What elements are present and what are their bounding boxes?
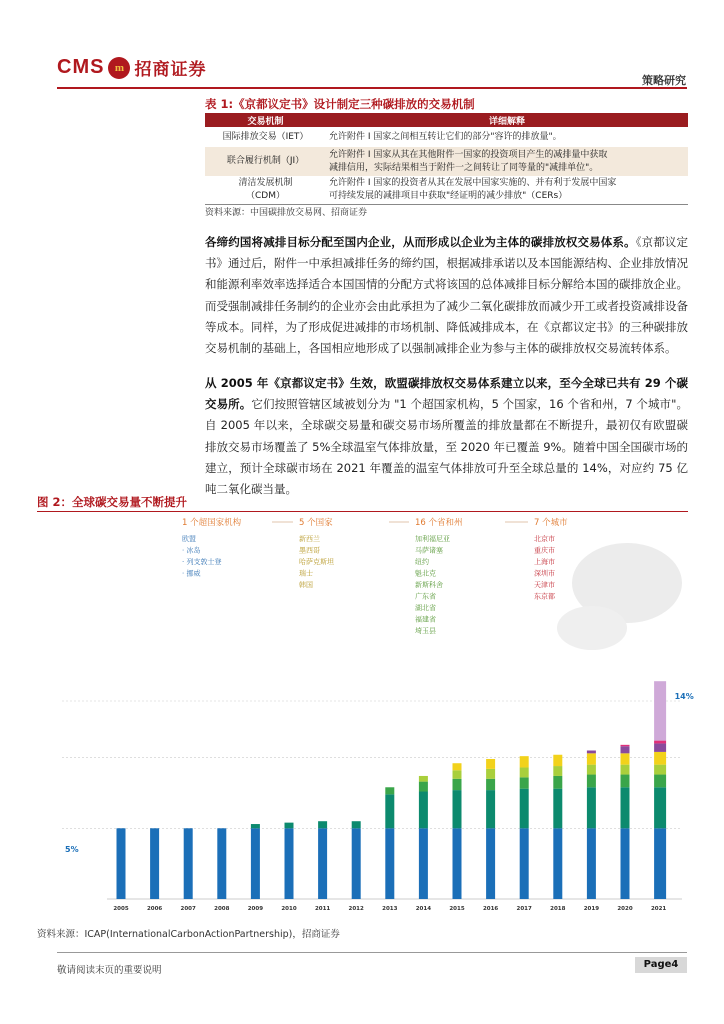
company-logo bbox=[57, 55, 206, 80]
x-tick-label: 2006 bbox=[146, 906, 163, 912]
table-source: 资料来源：中国碳排放交易网、招商证券 bbox=[205, 208, 368, 218]
bar-segment bbox=[553, 755, 562, 766]
bar-segment bbox=[318, 828, 327, 899]
bar-segment bbox=[453, 770, 462, 778]
bar-segment bbox=[553, 776, 562, 789]
bar-segment bbox=[184, 828, 193, 899]
jurisdiction-item: 福建省 bbox=[415, 615, 436, 624]
table-cell-detail-line: 允许附件 I 国家的投资者从其在发展中国家实施的、并有利于发展中国家 bbox=[329, 178, 617, 188]
bar-segment bbox=[654, 743, 666, 751]
jurisdiction-item: 哈萨克斯坦 bbox=[299, 558, 334, 566]
x-tick-label: 2009 bbox=[247, 906, 264, 912]
table-cell-detail-line: 可持续发展的减排项目中获取"经证明的减少排放"（CERs） bbox=[329, 191, 568, 201]
bar-segment bbox=[285, 823, 294, 829]
bar-segment bbox=[453, 790, 462, 828]
logo-cn-text: 招商证券 bbox=[134, 60, 207, 80]
x-tick-label: 2008 bbox=[214, 906, 230, 912]
jurisdiction-item: 韩国 bbox=[299, 581, 313, 589]
jurisdiction-item: 埼玉县 bbox=[415, 627, 436, 635]
x-tick-label: 2019 bbox=[583, 906, 600, 912]
paragraph-lead: 各缔约国将减排目标分配至国内企业，从而形成以企业为主体的碳排放权交易体系。 bbox=[205, 235, 636, 249]
paragraph-body: 《京都议定书》通过后，附件一中承担减排任务的缔约国，根据减排承诺以及本国能源结构、企业排放情况和能源利率效率选择适合本国国情的分配方式将该国的总体减排目标分解给本国的碳排放企业。而受强制减排任务制约的企业亦会由此承担为了减少二氧化碳排放而减少开工或者投资减排设备等成本。同样，为了形成促进减排的市场机制、降低减排成本，在《京都议定书》的三种碳排放交易机制的基础上，各国相应地形成了以强制减排企业为参与主体的碳排放权交易流转体系。 bbox=[205, 235, 688, 356]
bar-segment bbox=[553, 766, 562, 776]
bar-segment bbox=[486, 828, 495, 899]
x-tick-label: 2020 bbox=[617, 906, 633, 912]
bar-segment bbox=[419, 828, 428, 899]
table-cell-detail bbox=[326, 147, 688, 176]
page-number: Page4 bbox=[635, 957, 687, 973]
bar-segment bbox=[486, 790, 495, 828]
table-header-mechanism: 交易机制 bbox=[205, 113, 326, 127]
jurisdiction-item: 魁北克 bbox=[415, 569, 436, 578]
bar-segment bbox=[486, 769, 495, 779]
bar-segment bbox=[621, 765, 630, 775]
jurisdiction-header: 16 个省和州 bbox=[415, 518, 463, 528]
bar-segment bbox=[587, 787, 596, 828]
table-cell-mechanism-line: 清洁发展机制 bbox=[238, 178, 293, 188]
figure-divider bbox=[37, 511, 688, 512]
bar-segment bbox=[419, 782, 428, 792]
paragraph-body: 它们按照管辖区域被划分为 "1 个超国家机构，5 个国家，16 个省和州，7 个城市"。自 2005 年以来，全球碳交易量和碳交易市场所覆盖的排放量都在不断提升，最初仅有欧盟碳排放交易市场覆盖了 5%全球温室气体排放量，至 2020 年已覆盖 9%。随着中国全国碳市场的建立，预计全球碳市场在 2021 年覆盖的温室气体排放可升至全球总量的 14%，对应约 75 亿吨二氧化碳当量。 bbox=[205, 397, 689, 497]
table-cell-detail-line: 允许附件 I 国家从其在其他附件一国家的投资项目产生的减排量中获取 bbox=[329, 149, 608, 160]
jurisdiction-header: 1 个超国家机构 bbox=[182, 518, 242, 528]
bar-segment bbox=[453, 779, 462, 790]
jurisdiction-item: 瑞士 bbox=[299, 569, 313, 578]
table-header-detail: 详细解释 bbox=[326, 113, 688, 127]
x-tick-label: 2017 bbox=[516, 906, 532, 912]
bar-segment bbox=[486, 779, 495, 790]
bar-segment bbox=[654, 752, 666, 765]
x-tick-label: 2018 bbox=[550, 906, 566, 912]
header-divider bbox=[57, 87, 687, 89]
x-tick-label: 2010 bbox=[281, 906, 297, 912]
bar-segment bbox=[654, 787, 666, 828]
bar-segment bbox=[385, 794, 394, 828]
bar-segment bbox=[587, 765, 596, 775]
jurisdiction-item: 天津市 bbox=[534, 581, 555, 589]
paragraph-lead: 从 2005 年《京都议定书》生效，欧盟碳排放权交易体系建立以来，至今全球已共有 29 个碳交易所。 bbox=[205, 376, 688, 412]
footer-disclaimer: 敬请阅读末页的重要说明 bbox=[57, 965, 162, 976]
bar-segment bbox=[520, 789, 529, 829]
jurisdiction-item: 加利福尼亚 bbox=[415, 535, 450, 543]
carbon-market-chart bbox=[37, 513, 694, 917]
bar-segment bbox=[621, 753, 630, 764]
start-percent-label: 5% bbox=[65, 845, 79, 854]
figure-title: 图 2：全球碳交易量不断提升 bbox=[37, 495, 188, 509]
jurisdiction-item: · 冰岛 bbox=[182, 546, 201, 555]
x-tick-label: 2011 bbox=[314, 906, 331, 912]
table-cell-mechanism bbox=[205, 176, 326, 205]
x-tick-label: 2013 bbox=[382, 906, 398, 912]
bar-segment bbox=[251, 828, 260, 899]
bar-segment bbox=[587, 775, 596, 788]
bar-segment bbox=[453, 763, 462, 770]
bar-segment bbox=[654, 681, 666, 740]
table-cell-mechanism: 国际排放交易（IET） bbox=[222, 131, 309, 142]
bar-segment bbox=[419, 792, 428, 829]
bar-segment bbox=[621, 775, 630, 788]
bar-segment bbox=[520, 828, 529, 899]
bar-segment bbox=[318, 821, 327, 828]
bar-segment bbox=[587, 753, 596, 764]
bar-segment bbox=[654, 828, 666, 899]
jurisdiction-item: 纽约 bbox=[415, 558, 429, 566]
x-tick-label: 2021 bbox=[650, 906, 667, 912]
logo-mark-icon: m bbox=[108, 57, 130, 79]
jurisdiction-item: 新斯科舍 bbox=[415, 581, 443, 589]
table-title: 表 1:《京都议定书》设计制定三种碳排放的交易机制 bbox=[205, 97, 475, 111]
bar-segment bbox=[352, 828, 361, 899]
bar-segment bbox=[419, 776, 428, 782]
table-cell-mechanism: 联合履行机制（JI） bbox=[205, 147, 326, 176]
bar-segment bbox=[553, 789, 562, 829]
x-tick-label: 2007 bbox=[180, 906, 196, 912]
jurisdiction-item: 湖北省 bbox=[415, 604, 436, 612]
jurisdiction-item: 欧盟 bbox=[182, 535, 196, 543]
bar-segment bbox=[520, 756, 529, 767]
mechanism-table bbox=[205, 113, 688, 205]
x-tick-label: 2005 bbox=[113, 906, 129, 912]
bar-segment bbox=[654, 765, 666, 775]
section-label: 策略研究 bbox=[642, 74, 686, 87]
page-header bbox=[0, 0, 724, 90]
jurisdiction-item: 上海市 bbox=[534, 558, 555, 566]
jurisdiction-item: 重庆市 bbox=[534, 546, 555, 555]
jurisdiction-item: 东京都 bbox=[534, 592, 555, 601]
table-cell-detail: 允许附件 I 国家之间相互转让它们的部分"容许的排放量"。 bbox=[329, 131, 562, 142]
jurisdiction-header: 5 个国家 bbox=[299, 518, 333, 528]
paragraph-exchanges bbox=[205, 373, 688, 500]
bar-segment bbox=[654, 741, 666, 744]
jurisdiction-item: 北京市 bbox=[534, 535, 555, 543]
jurisdiction-header: 7 个城市 bbox=[534, 518, 568, 528]
figure-source: 资料来源：ICAP(InternationalCarbonActionPartnership)，招商证券 bbox=[37, 929, 340, 940]
jurisdiction-item: 墨西哥 bbox=[299, 546, 320, 555]
bar-segment bbox=[251, 824, 260, 828]
x-tick-label: 2015 bbox=[449, 906, 465, 912]
x-tick-label: 2012 bbox=[348, 906, 364, 912]
bar-segment bbox=[486, 759, 495, 769]
bar-segment bbox=[385, 787, 394, 794]
jurisdiction-item: 新西兰 bbox=[299, 535, 320, 543]
table-row bbox=[205, 176, 688, 205]
table-cell-detail bbox=[326, 176, 688, 205]
table-row bbox=[205, 127, 688, 147]
jurisdiction-item: · 列支敦士登 bbox=[182, 558, 222, 566]
bar-segment bbox=[621, 828, 630, 899]
bar-segment bbox=[621, 787, 630, 828]
bar-segment bbox=[553, 828, 562, 899]
table-row bbox=[205, 147, 688, 176]
bar-segment bbox=[285, 828, 294, 899]
bar-segment bbox=[352, 821, 361, 828]
bar-segment bbox=[621, 746, 630, 753]
table-cell-detail-line: 减排信用，实际结果相当于附件一之间转让了同等量的"减排单位"。 bbox=[329, 162, 599, 173]
bar-segment bbox=[587, 751, 596, 754]
x-tick-label: 2014 bbox=[415, 906, 432, 912]
table-cell-mechanism-line: （CDM） bbox=[246, 191, 285, 201]
jurisdiction-item: 马萨诸塞 bbox=[415, 546, 443, 555]
bar-segment bbox=[520, 767, 529, 777]
bar-segment bbox=[217, 828, 226, 899]
jurisdiction-item: 深圳市 bbox=[534, 569, 555, 578]
bar-segment bbox=[453, 828, 462, 899]
bar-segment bbox=[587, 828, 596, 899]
footer-divider bbox=[57, 952, 687, 953]
bar-segment bbox=[520, 777, 529, 788]
x-tick-label: 2016 bbox=[482, 906, 499, 912]
bar-segment bbox=[654, 775, 666, 788]
jurisdiction-item: 广东省 bbox=[415, 592, 436, 601]
end-percent-label: 14% bbox=[674, 692, 694, 701]
logo-cms-text: CMS bbox=[57, 56, 105, 78]
world-map-shape bbox=[557, 606, 627, 650]
bar-segment bbox=[150, 828, 159, 899]
bar-segment bbox=[385, 828, 394, 899]
bar-segment bbox=[621, 745, 630, 746]
bar-segment bbox=[117, 828, 126, 899]
jurisdiction-item: · 挪威 bbox=[182, 569, 201, 578]
paragraph-allocation bbox=[205, 232, 688, 359]
